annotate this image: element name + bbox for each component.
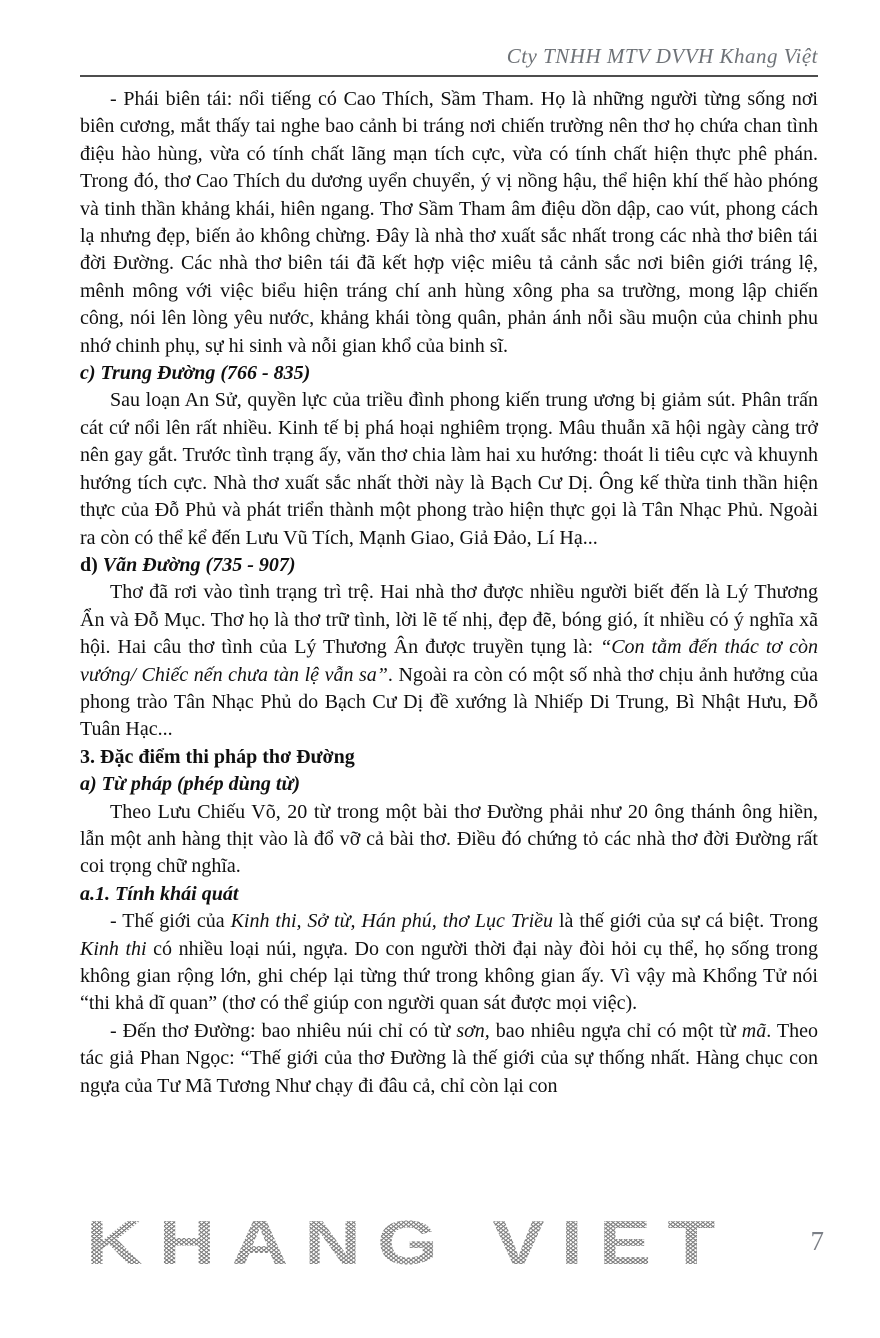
text-run: Vãn Đường (735 - 907) [102,553,296,576]
text-run: - Phái biên tái: nổi tiếng có Cao Thích, Sầm Tham. Họ là những người từng sống nơi biên cương, mắt thấy tai nghe bao cảnh bi tráng nơi chiến trường nên thơ họ chứa chan tình điệu hào hùng, vừa có tính chất lãng mạn tích cực, vừa có tính chất hiện thực phê phán. Trong đó, thơ Cao Thích du dương uyển chuyển, ý vị nồng hậu, thể hiện khí thế hào phóng và tinh thần khảng khái, hiên ngang. Thơ Sầm Tham âm điệu dồn dập, cao vút, phong cách lạ nhưng đẹp, biến ảo không chừng. Đây là nhà thơ xuất sắc nhất trong các nhà thơ biên tái đời Đường. Các nhà thơ biên tái đã kết hợp việc miêu tả cảnh sắc nơi biên giới tráng lệ, mênh mông với việc biểu hiện tráng chí anh hùng xông pha sa trường, mong lập chiến công, nói lên lòng yêu nước, khảng khái tòng quân, phản ánh nỗi sầu muộn của chinh phu nhớ chinh phụ, sự hi sinh và nỗi gian khổ của binh sĩ. [80,88,818,357]
paragraph [80,1018,818,1100]
section-heading [80,744,818,771]
text-run: Kinh thi, Sở từ, Hán phú, thơ Lục Triều [230,910,554,933]
paragraph [80,387,818,551]
text-run: “Con tằm đến thác tơ còn vướng/ Chiếc nến chưa tàn lệ vẫn sa” [80,636,818,686]
text-run: là thế giới của sự cá biệt. Trong [553,910,818,933]
section-heading [80,881,818,908]
paragraph [80,86,818,360]
text-run: bao nhiêu ngựa chỉ có một từ [489,1019,742,1042]
text-run: mã [741,1019,767,1042]
paragraph [80,799,818,881]
text-run: . Theo tác giả Phan Ngọc: “Thế giới của thơ Đường là thế giới của sự thống nhất. Hàng chục con ngựa của Tư Mã Tương Như chạy đi đâu cả, chỉ còn lại con [80,1019,819,1097]
text-run: 3. Đặc điểm thi pháp thơ Đường [80,745,355,768]
paragraph [80,579,818,743]
section-heading [80,552,818,579]
text-run: - Đến thơ Đường: bao nhiêu núi chỉ có từ [110,1019,457,1042]
text-run: có nhiều loại núi, ngựa. Do con người thời đại này đòi hỏi cụ thể, họ sống trong không gian rộng lớn, ghi chép lại từng thứ trong không gian ấy. Vì vậy mà Khổng Tử nói “thi khả dĩ quan” (thơ có thể giúp con người quan sát được mọi việc). [80,937,818,1015]
text-run: Kinh thi [80,937,147,960]
text-run: a.1. Tính khái quát [80,882,239,905]
text-run: . Ngoài ra còn có một số nhà thơ chịu ảnh hưởng của phong trào Tân Nhạc Phủ do Bạch Cư Dị đề xướng là Nhiếp Di Trung, Bì Nhật Hưu, Đỗ Tuân Hạc... [80,663,818,741]
section-heading [80,771,818,798]
text-run: a) Từ pháp (phép dùng từ) [80,773,301,796]
page-header-company: Cty TNHH MTV DVVH Khang Việt [506,44,818,68]
section-heading [80,360,818,387]
text-run: Sau loạn An Sử, quyền lực của triều đình phong kiến trung ương bị giảm sút. Phân trấn cát cứ nổi lên rất nhiều. Kinh tế bị phá hoại nghiêm trọng. Mâu thuẫn xã hội ngày càng trở nên gay gắt. Trước tình trạng ấy, văn thơ chia làm hai xu hướng: thoát li tiêu cực và khuynh hướng tích cực. Nhà thơ xuất sắc nhất thời này là Bạch Cư Dị. Ông kế thừa tinh thần hiện thực của Đỗ Phủ và phát triển thành một phong trào hiện thực gọi là Tân Nhạc Phủ. Ngoài ra còn có thể kể đến Lưu Vũ Tích, Mạnh Giao, Giả Đảo, Lí Hạ... [80,389,818,549]
page-number: 7 [810,1226,824,1256]
khang-viet-watermark: KHANG VIET [86,1209,732,1278]
text-run: sơn, [456,1019,490,1042]
page-content [80,42,818,1100]
text-run: - Thế giới của [110,910,231,933]
paragraph [80,908,818,1018]
text-run: Theo Lưu Chiếu Võ, 20 từ trong một bài thơ Đường phải như 20 ông thánh ông hiền, lẫn một anh hàng thịt vào là đổ vỡ cả bài thơ. Điều đó chứng tỏ các nhà thơ đời Đường rất coi trọng chữ nghĩa. [80,800,818,878]
header-divider [80,75,818,77]
text-run: Thơ đã rơi vào tình trạng trì trệ. Hai nhà thơ được nhiều người biết đến là Lý Thương Ẩn và Đỗ Mục. Thơ họ là thơ trữ tình, lời lẽ tế nhị, đẹp đẽ, bóng gió, ít nhiều có ý nghĩa xã hội. Hai câu thơ tình của Lý Thương Ân được truyền tụng là: [80,581,818,659]
document-body [80,86,818,1100]
text-run: c) Trung Đường (766 - 835) [80,362,311,385]
text-run: d) [80,553,103,576]
